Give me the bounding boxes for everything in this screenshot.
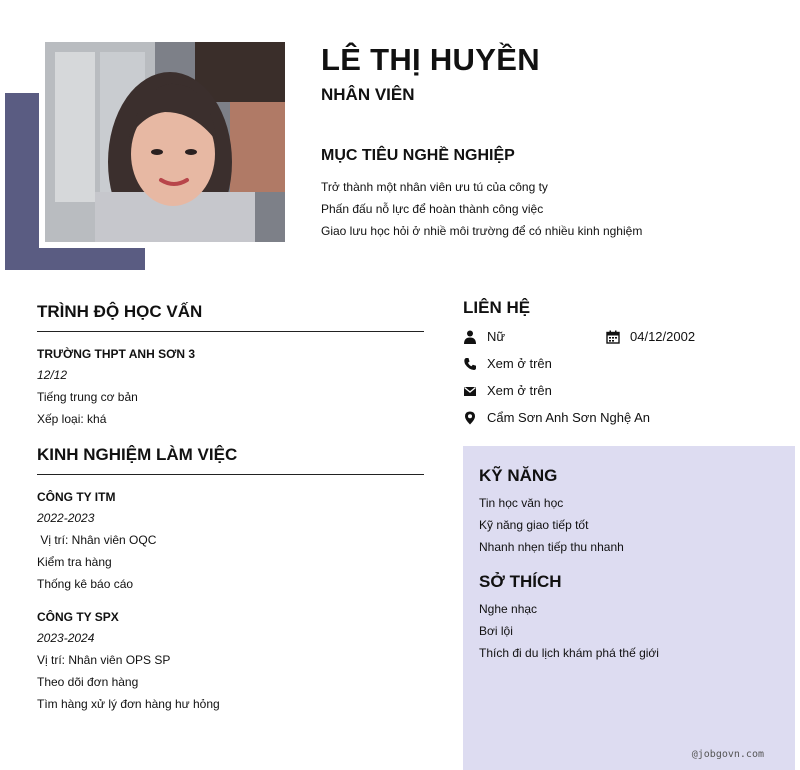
experience-heading: KINH NGHIỆM LÀM VIỆC [37,445,238,464]
job-line: Thống kê báo cáo [37,577,134,591]
skill-item: Nhanh nhẹn tiếp thu nhanh [479,540,624,554]
hobby-item: Bơi lội [479,624,513,638]
job-line: Vị trí: Nhân viên OPS SP [37,653,171,667]
contact-row-address [463,409,793,436]
objective-line: Phấn đấu nỗ lực để hoàn thành công việc [321,202,544,216]
address-value: Cẩm Sơn Anh Sơn Nghệ An [487,410,651,425]
email-value: Xem ở trên [487,383,552,398]
job-line: Tìm hàng xử lý đơn hàng hư hỏng [37,697,220,711]
education-line: Tiếng trung cơ bản [37,390,138,404]
job-period: 2023-2024 [37,631,95,645]
panel-content [479,466,659,664]
profile-photo [45,42,285,242]
objective-list [321,176,642,242]
job-line: Vị trí: Nhân viên OQC [37,533,157,547]
calendar-icon [606,330,620,344]
education-line: Xếp loại: khá [37,412,107,426]
person-icon [463,330,477,344]
company-name: CÔNG TY ITM [37,490,116,504]
location-pin-icon [463,411,477,425]
candidate-name: LÊ THỊ HUYỀN [321,42,540,77]
hobby-item: Thích đi du lịch khám phá thế giới [479,646,659,660]
education-heading: TRÌNH ĐỘ HỌC VẤN [37,302,203,321]
hobbies-heading: SỞ THÍCH [479,572,562,591]
education-section [37,302,424,430]
contact-row-email [463,382,793,409]
job-line: Theo dõi đơn hàng [37,675,139,689]
company-name: CÔNG TY SPX [37,610,119,624]
skills-list [479,492,659,558]
birthday-value: 04/12/2002 [630,329,696,344]
objective-line: Giao lưu học hỏi ở nhiề môi trường để có nhiều kinh nghiệm [321,224,643,238]
objective-line: Trở thành một nhân viên ưu tú của công ty [321,180,548,194]
contact-section [463,298,793,436]
job-period: 2022-2023 [37,511,95,525]
phone-value: Xem ở trên [487,356,552,371]
contact-heading: LIÊN HỆ [463,298,531,317]
skills-hobbies-panel [463,446,795,770]
education-period: 12/12 [37,368,68,382]
skill-item: Tin học văn học [479,496,564,510]
job-line: Kiểm tra hàng [37,555,112,569]
mail-icon [463,384,477,398]
candidate-title: NHÂN VIÊN [321,85,415,104]
skills-heading: KỸ NĂNG [479,466,558,485]
contact-row-gender-birthday [463,328,793,355]
gender-value: Nữ [487,329,506,344]
skill-item: Kỹ năng giao tiếp tốt [479,518,589,532]
hobby-item: Nghe nhạc [479,602,538,616]
divider [37,331,424,332]
phone-icon [463,357,477,371]
watermark: @jobgovn.com [691,749,764,760]
divider [37,474,424,475]
contact-row-phone [463,355,793,382]
objective-heading: MỤC TIÊU NGHỀ NGHIỆP [321,147,515,164]
hobbies-list [479,598,659,664]
experience-section [37,445,424,715]
school-name: TRƯỜNG THPT ANH SƠN 3 [37,347,195,361]
